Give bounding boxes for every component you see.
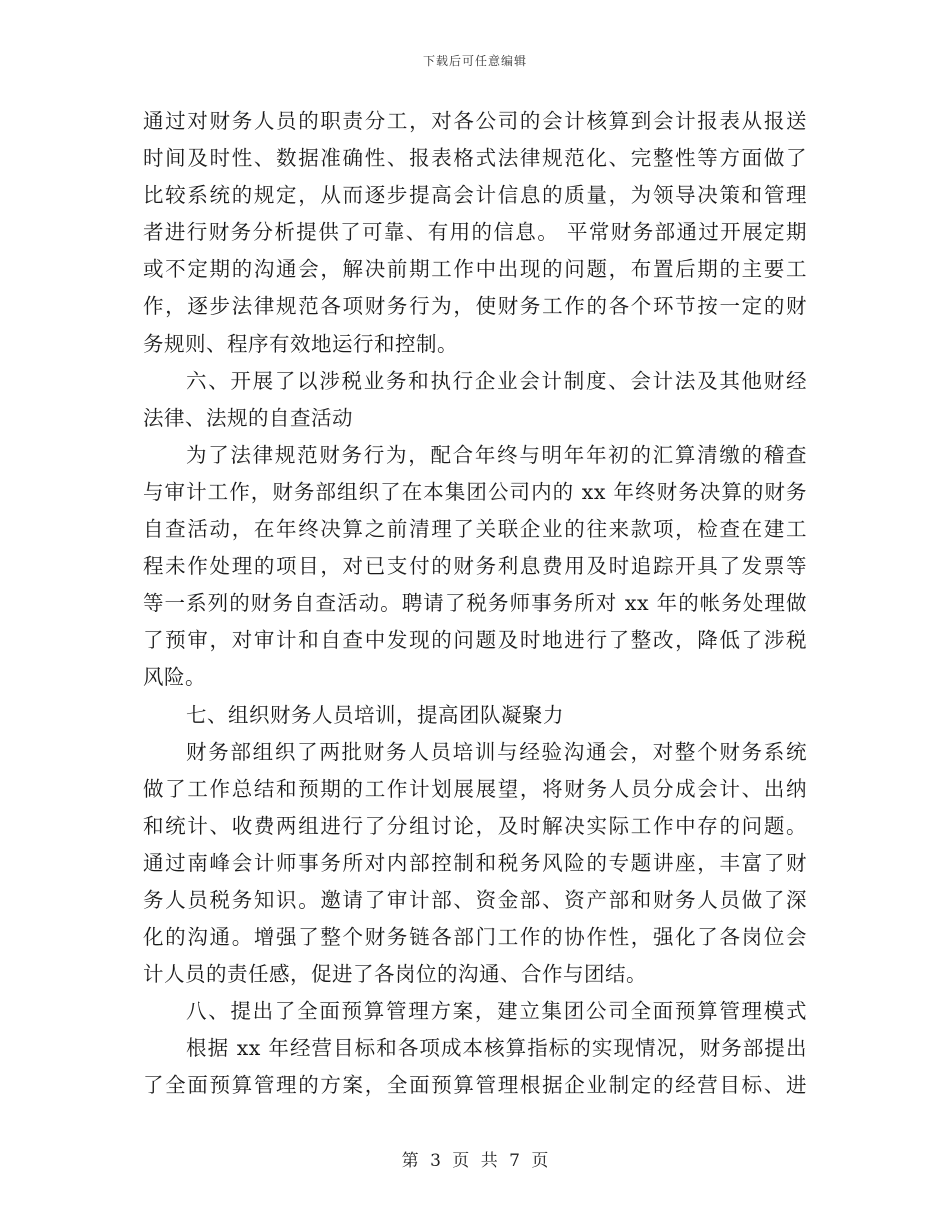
text-line: 八、提出了全面预算管理方案，建立集团公司全面预算管理模式 xyxy=(186,999,807,1024)
text-line: 通过南峰会计师事务所对内部控制和税务风险的专题讲座，丰富了财 xyxy=(143,850,807,875)
text-line: 者进行财务分析提供了可靠、有用的信息。 平常财务部通过开展定期 xyxy=(143,220,807,245)
text-line: 化的沟通。增强了整个财务链各部门工作的协作性，强化了各岗位会 xyxy=(143,925,807,950)
text-line: 通过对财务人员的职责分工，对各公司的会计核算到会计报表从报送 xyxy=(143,109,807,133)
text-line: 了全面预算管理的方案，全面预算管理根据企业制定的经营目标、进 xyxy=(143,1073,807,1098)
text-line: 法律、法规的自查活动 xyxy=(143,405,353,430)
text-line: 等一系列的财务自查活动。聘请了税务师事务所对 xx 年的帐务处理做 xyxy=(143,591,807,616)
text-line: 或不定期的沟通会，解决前期工作中出现的问题，布置后期的主要工 xyxy=(143,257,807,282)
text-line: 了预审，对审计和自查中发现的问题及时地进行了整改，降低了涉税 xyxy=(143,628,807,653)
text-line: 程未作处理的项目，对已支付的财务利息费用及时追踪开具了发票等 xyxy=(143,554,807,579)
text-line: 财务部组织了两批财务人员培训与经验沟通会，对整个财务系统 xyxy=(186,739,807,764)
text-line: 务人员税务知识。邀请了审计部、资金部、资产部和财务人员做了深 xyxy=(143,887,807,912)
text-line: 比较系统的规定，从而逐步提高会计信息的质量，为领导决策和管理 xyxy=(143,183,807,208)
text-line: 根据 xx 年经营目标和各项成本核算指标的实现情况，财务部提出 xyxy=(186,1036,807,1061)
text-line: 风险。 xyxy=(143,665,206,690)
document-body xyxy=(143,103,807,1105)
text-line: 时间及时性、数据准确性、报表格式法律规范化、完整性等方面做了 xyxy=(143,146,807,171)
text-line: 与审计工作，财务部组织了在本集团公司内的 xx 年终财务决算的财务 xyxy=(143,479,807,504)
text-line: 七、组织财务人员培训，提高团队凝聚力 xyxy=(186,702,564,727)
text-line: 自查活动，在年终决算之前清理了关联企业的往来款项，检查在建工 xyxy=(143,517,807,542)
text-line: 计人员的责任感，促进了各岗位的沟通、合作与团结。 xyxy=(143,962,647,987)
text-line: 六、开展了以涉税业务和执行企业会计制度、会计法及其他财经 xyxy=(186,368,807,393)
page-header: 下载后可任意编辑 xyxy=(422,54,527,68)
page-number-footer: 第 3 页 共 7 页 xyxy=(401,1151,549,1171)
text-line: 为了法律规范财务行为，配合年终与明年年初的汇算清缴的稽查 xyxy=(186,442,807,467)
text-line: 务规则、程序有效地运行和控制。 xyxy=(143,331,458,356)
text-line: 和统计、收费两组进行了分组讨论，及时解决实际工作中存的问题。 xyxy=(143,813,807,838)
text-line: 做了工作总结和预期的工作计划展展望，将财务人员分成会计、出纳 xyxy=(143,776,807,801)
text-line: 作，逐步法律规范各项财务行为，使财务工作的各个环节按一定的财 xyxy=(143,294,807,319)
